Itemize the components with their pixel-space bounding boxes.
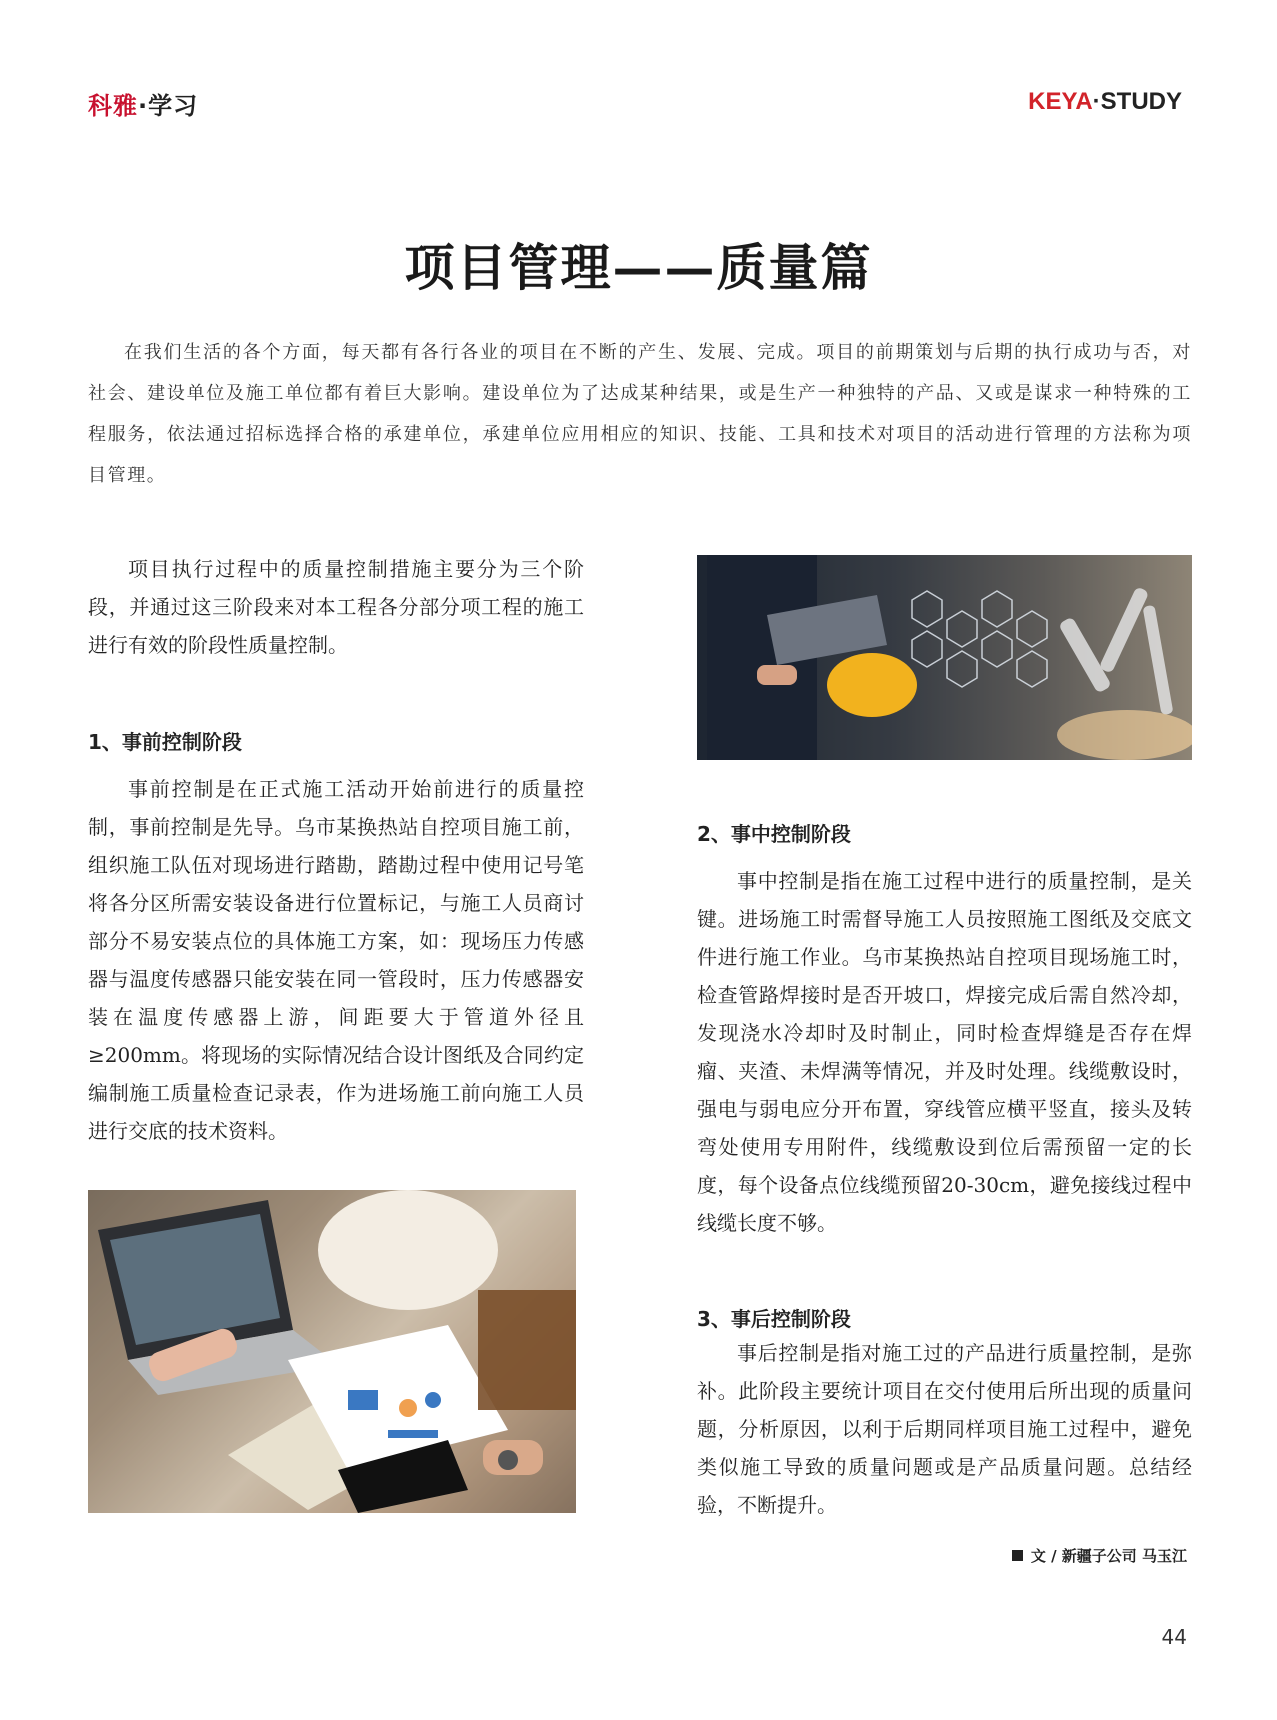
overview-paragraph: 项目执行过程中的质量控制措施主要分为三个阶段，并通过这三阶段来对本工程各分部分项工程的施工进行有效的阶段性质量控制。: [88, 557, 584, 657]
byline-text: 文 / 新疆子公司 马玉江: [1030, 1547, 1187, 1565]
engineer-robotics-photo: [697, 555, 1192, 760]
brand-name-right: KEYA: [1028, 88, 1093, 115]
brand-logo-right: [1028, 88, 1182, 116]
byline: [1012, 1545, 1187, 1566]
brand-name-left: 科雅: [88, 92, 138, 120]
section2-paragraph: 事中控制是指在施工过程中进行的质量控制，是关键。进场施工时需督导施工人员按照施工图纸及交底文件进行施工作业。乌市某换热站自控项目现场施工时，检查管路焊接时是否开坡口，焊接完成后需自然冷却，发现浇水冷却时及时制止，同时检查焊缝是否存在焊瘤、夹渣、未焊满等情况，并及时处理。线缆敷设时，强电与弱电应分开布置，穿线管应横平竖直，接头及转弯处使用专用附件，线缆敷设到位后需预留一定的长度，每个设备点位线缆预留20-30cm，避免接线过程中线缆长度不够。: [697, 869, 1192, 1235]
section3-heading: 3、事后控制阶段: [697, 1307, 851, 1331]
section2-heading: 2、事中控制阶段: [697, 822, 851, 846]
meeting-photo-illustration: [88, 1190, 576, 1513]
page-title: 项目管理——质量篇: [404, 237, 873, 297]
section1-heading: 1、事前控制阶段: [88, 730, 242, 754]
section1-paragraph: 事前控制是在正式施工活动开始前进行的质量控制，事前控制是先导。乌市某换热站自控项目施工前，组织施工队伍对现场进行踏勘，踏勘过程中使用记号笔将各分区所需安装设备进行位置标记，与施工人员商讨部分不易安装点位的具体施工方案，如：现场压力传感器与温度传感器只能安装在同一管段时，压力传感器安装在温度传感器上游，间距要大于管道外径且≥200mm。将现场的实际情况结合设计图纸及合同约定编制施工质量检查记录表，作为进场施工前向施工人员进行交底的技术资料。: [88, 777, 584, 1143]
brand-suffix-left: ·学习: [138, 92, 199, 120]
square-bullet-icon: [1012, 1550, 1023, 1561]
engineer-robotics-illustration: [697, 555, 1192, 760]
intro-paragraph: 在我们生活的各个方面，每天都有各行各业的项目在不断的产生、发展、完成。项目的前期策划与后期的执行成功与否，对社会、建设单位及施工单位都有着巨大影响。建设单位为了达成某种结果，或是生产一种独特的产品、又或是谋求一种特殊的工程服务，依法通过招标选择合格的承建单位，承建单位应用相应的知识、技能、工具和技术对项目的活动进行管理的方法称为项目管理。: [88, 342, 1192, 486]
brand-logo-left: [88, 86, 198, 121]
page-number: 44: [1161, 1625, 1187, 1649]
section3-paragraph: 事后控制是指对施工过的产品进行质量控制，是弥补。此阶段主要统计项目在交付使用后所出现的质量问题，分析原因，以利于后期同样项目施工过程中，避免类似施工导致的质量问题或是产品质量问题。总结经验，不断提升。: [697, 1341, 1192, 1517]
meeting-photo: [88, 1190, 576, 1513]
brand-suffix-right: ·STUDY: [1092, 88, 1182, 115]
